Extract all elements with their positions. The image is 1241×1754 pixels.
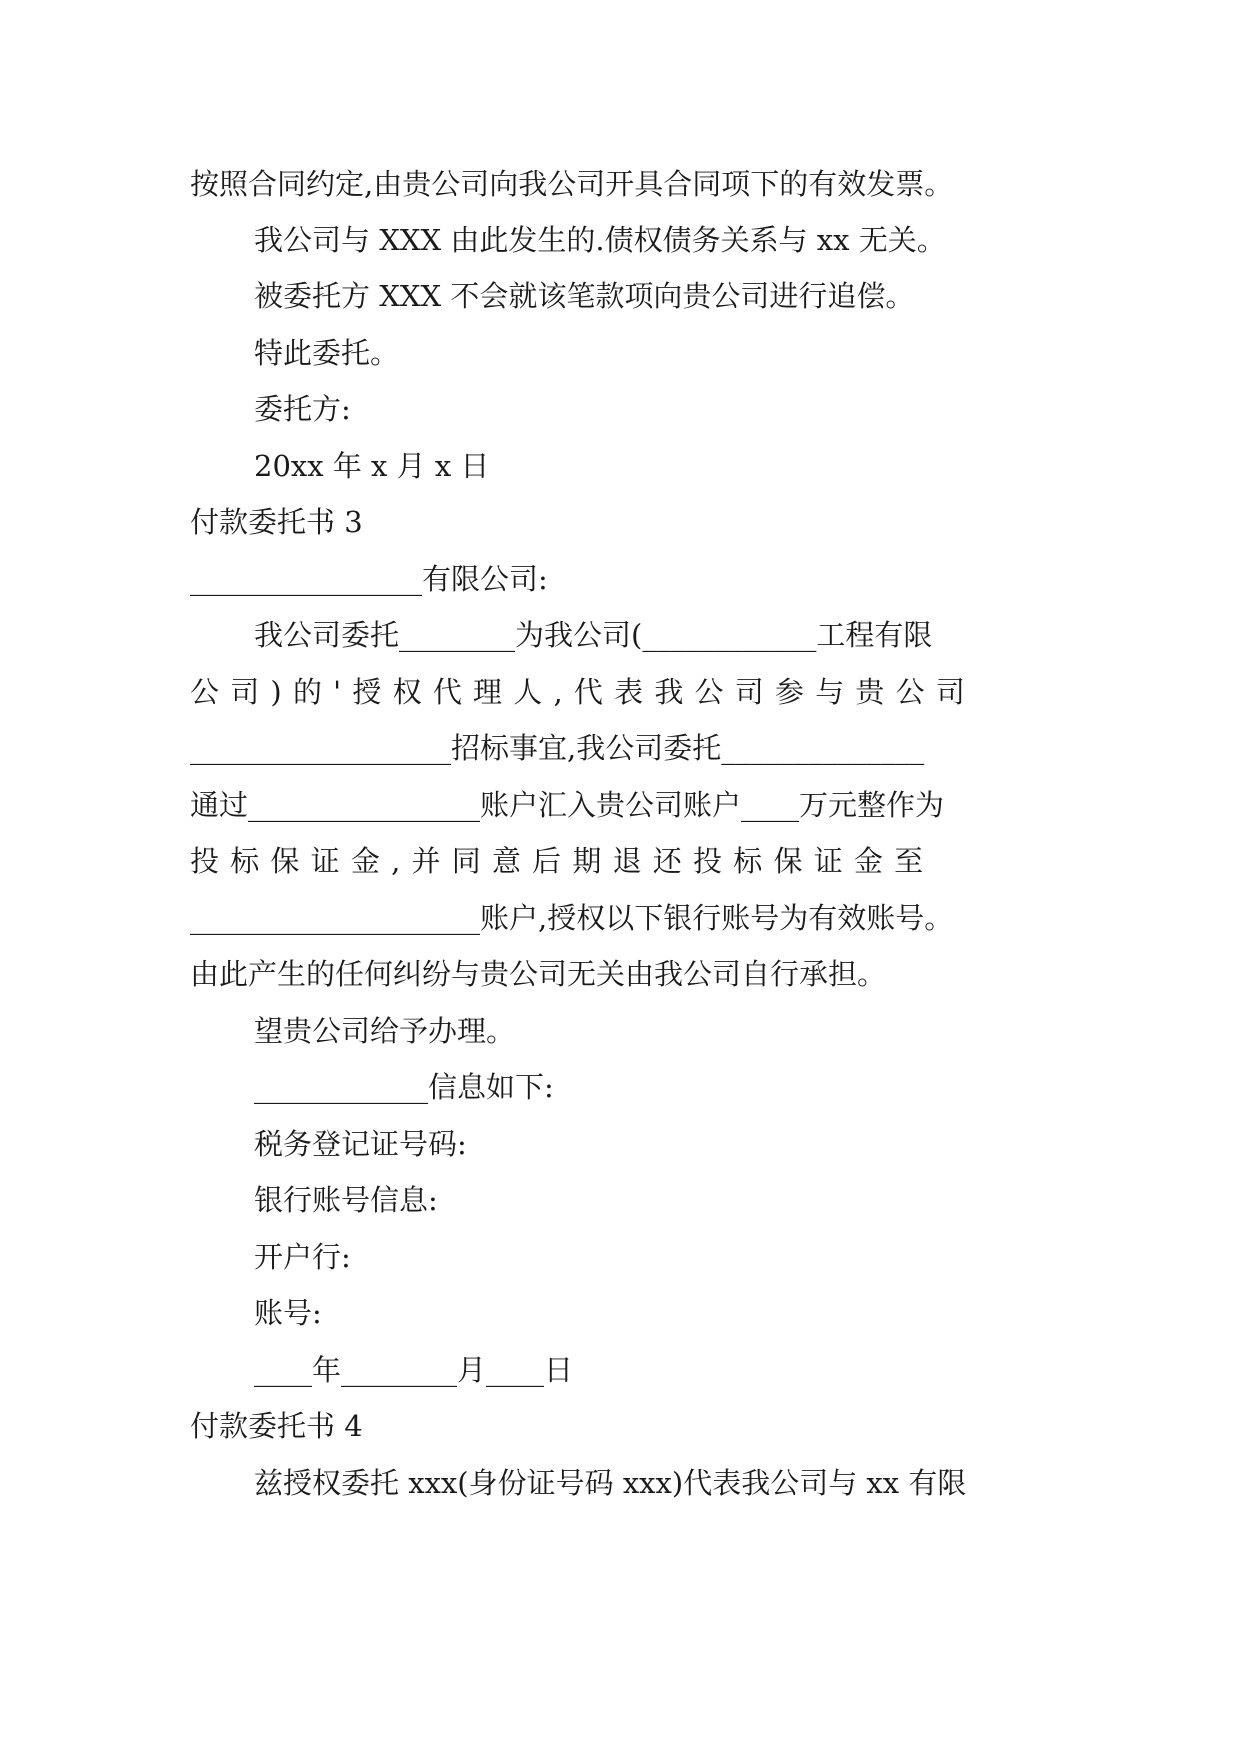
section-title-3: 付款委托书 3 [190, 505, 363, 539]
paragraph-line-10: ____________________账户,授权以下银行账号为有效账号。 [190, 901, 954, 935]
account-number-label: 账号: [254, 1296, 322, 1330]
addressee-line: ________________有限公司: [190, 562, 548, 596]
paragraph-line-1: 按照合同约定,由贵公司向我公司开具合同项下的有效发票。 [190, 167, 954, 201]
paragraph-line-9: 投 标 保 证 金 , 并 同 意 后 期 退 还 投 标 保 证 金 至 [190, 844, 925, 878]
paragraph-line-4: 特此委托。 [254, 336, 400, 370]
paragraph-line-2: 我公司与 XXX 由此发生的.债权债务关系与 xx 无关。 [254, 223, 946, 257]
bank-account-info-label: 银行账号信息: [254, 1183, 438, 1217]
info-header: ____________信息如下: [254, 1070, 554, 1104]
paragraph-line-12: 望贵公司给予办理。 [254, 1014, 516, 1048]
paragraph-line-13: 兹授权委托 xxx(身份证号码 xxx)代表我公司与 xx 有限 [254, 1466, 967, 1500]
paragraph-line-7: __________________招标事宜,我公司委托______________ [190, 731, 925, 765]
tax-registration-label: 税务登记证号码: [254, 1127, 467, 1161]
paragraph-line-6: 公 司 ) 的 ' 授 权 代 理 人 , 代 表 我 公 司 参 与 贵 公 司 [190, 675, 966, 709]
paragraph-line-3: 被委托方 XXX 不会就该笔款项向贵公司进行追偿。 [254, 279, 915, 313]
paragraph-line-8: 通过________________账户汇入贵公司账户____万元整作为 [190, 788, 945, 822]
paragraph-line-5: 我公司委托________为我公司(____________工程有限 [254, 618, 933, 652]
date-blank-line: ____年________月____日 [254, 1353, 574, 1387]
opening-bank-label: 开户行: [254, 1240, 351, 1274]
section-title-4: 付款委托书 4 [190, 1409, 363, 1443]
signature-date: 20xx 年 x 月 x 日 [254, 449, 490, 483]
paragraph-line-11: 由此产生的任何纠纷与贵公司无关由我公司自行承担。 [190, 957, 887, 991]
signature-label: 委托方: [254, 392, 351, 426]
